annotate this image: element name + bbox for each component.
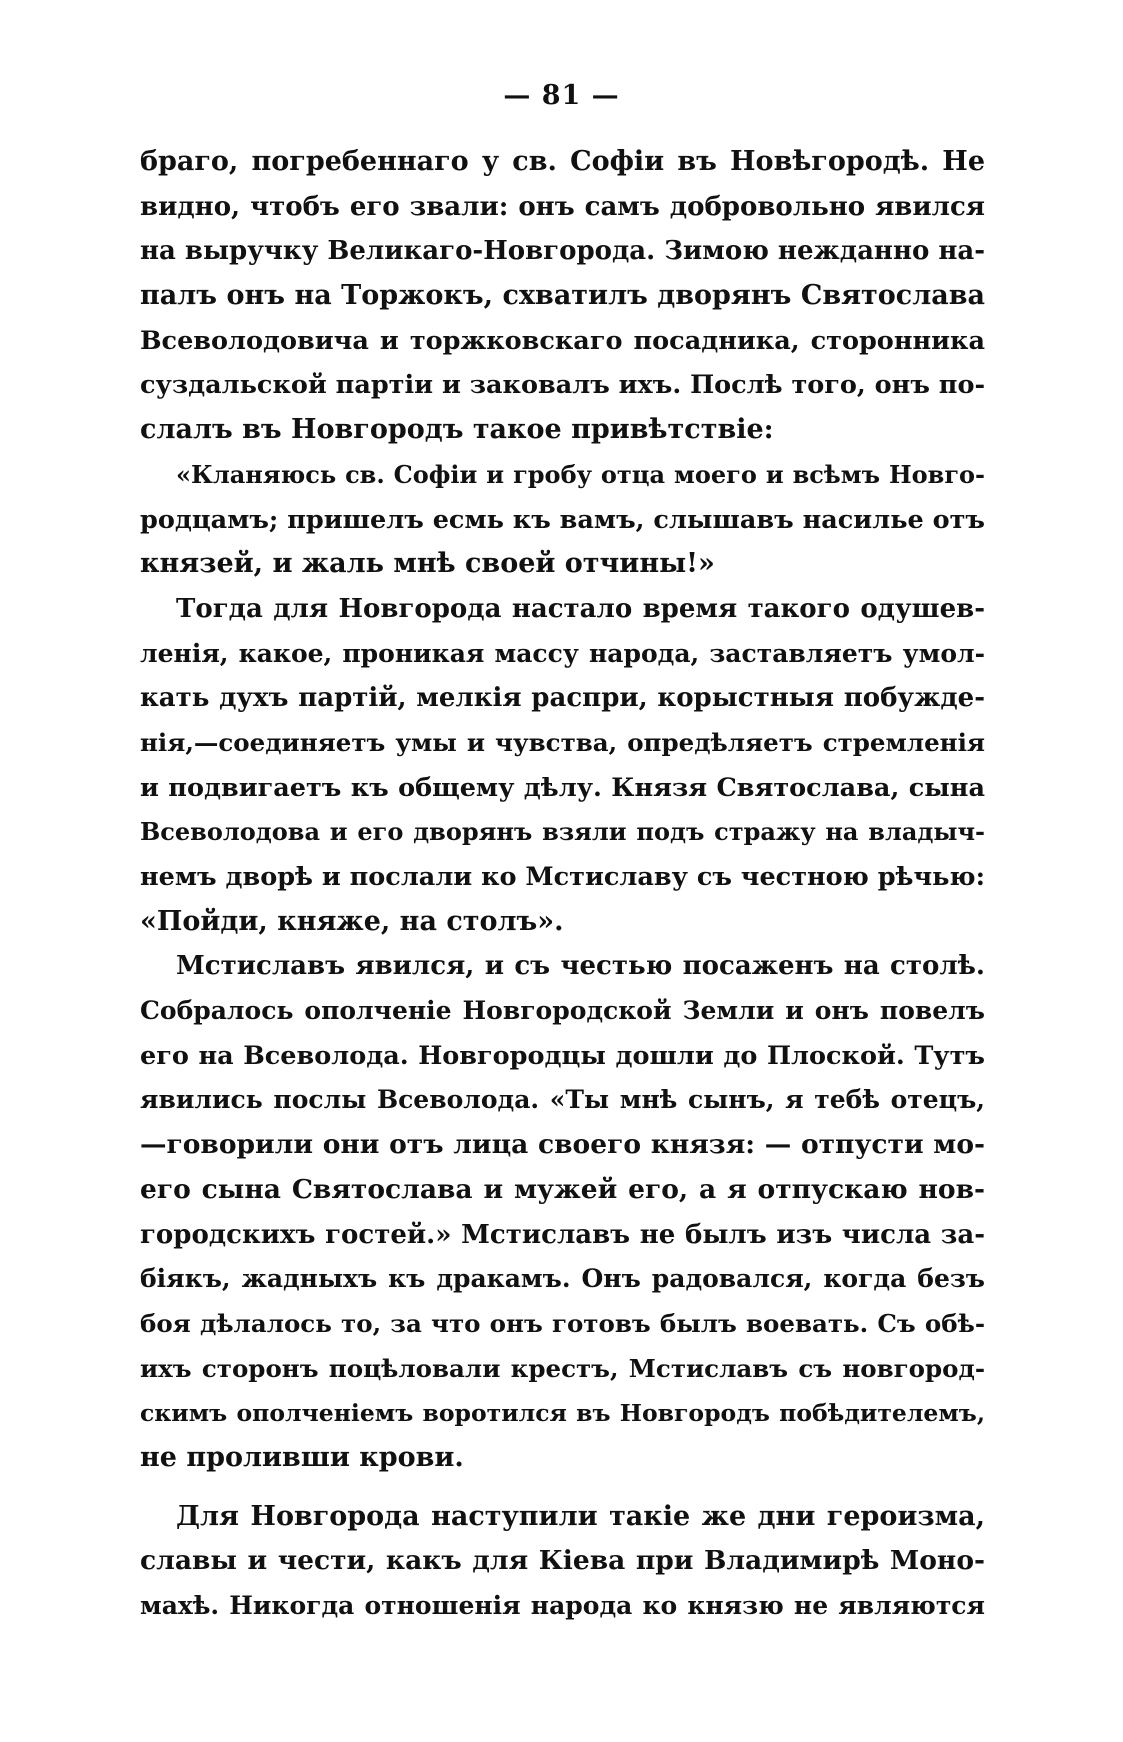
paragraph [140,140,985,453]
text-line: князей, и жаль мнѣ своей отчины!» [140,548,715,580]
text-line: ихъ сторонъ поцѣловали крестъ, Мстиславъ съ новгород- [140,1353,985,1383]
text-line: ленія, какое, проникая массу народа, заставляетъ умол- [140,638,985,668]
text-line: явились послы Всеволода. «Ты мнѣ сынъ, я тебѣ отецъ, [140,1085,985,1115]
text-line: немъ дворѣ и послали ко Мстиславу съ честною рѣчью: [140,862,985,892]
page-number: — 81 — [503,80,620,111]
text-line: Всеволодова и его дворянъ взяли подъ стражу на владыч- [140,817,985,847]
text-line: боя дѣлалось то, за что онъ готовъ былъ воевать. Съ обѣ- [140,1308,985,1338]
text-line: видно, чтобъ его звали: онъ самъ добровольно явился [140,191,985,222]
text-line: на выручку Великаго-Новгорода. Зимою нежданно на- [140,236,985,267]
text-line: скимъ ополченіемъ воротился въ Новгородъ побѣдителемъ, [140,1399,985,1428]
paragraph [140,587,985,945]
text-line: его сына Святослава и мужей его, а я отпускаю нов- [140,1173,985,1205]
text-line: біякъ, жадныхъ къ дракамъ. Онъ радовался, когда безъ [140,1264,985,1294]
paragraph-gap [140,1481,985,1495]
text-line: «Пойди, княже, на столъ». [140,905,564,937]
paragraph [140,1495,985,1629]
text-line: суздальской партіи и заковалъ ихъ. Послѣ того, онъ по- [140,370,985,401]
text-line: городскихъ гостей.» Мстиславъ не былъ изъ числа за- [140,1219,985,1250]
text-line: палъ онъ на Торжокъ, схватилъ дворянъ Святослава [140,280,985,312]
text-line: Всеволодовича и торжковскаго посадника, сторонника [140,325,985,356]
text-line: не проливши крови. [140,1441,464,1473]
paragraph [140,944,985,1480]
text-line: слалъ въ Новгородъ такое привѣтствіе: [140,414,774,446]
text-line: славы и чести, какъ для Кіева при Владимирѣ Моно- [140,1545,985,1577]
text-line: Для Новгорода наступили такіе же дни героизма, [176,1500,985,1532]
text-line: и подвигаетъ къ общему дѣлу. Князя Святослава, сына [140,772,985,803]
text-line: —говорили они отъ лица своего князя: — отпусти мо- [140,1129,985,1161]
paragraph [140,453,985,587]
text-line: его на Всеволода. Новгородцы дошли до Плоской. Тутъ [140,1040,985,1071]
text-line: кать духъ партій, мелкія распри, корыстныя побужде- [140,683,985,714]
body-text [140,140,985,1629]
text-line: Мстиславъ явился, и съ честью посаженъ на столѣ. [176,951,985,982]
text-line: махѣ. Никогда отношенія народа ко князю не являются [140,1591,985,1620]
text-line: браго, погребеннаго у св. Софіи въ Новѣгородѣ. Не [140,146,985,177]
text-line: Собралось ополченіе Новгородской Земли и онъ повелъ [140,996,985,1026]
text-line: Тогда для Новгорода настало время такого одушев- [176,593,985,624]
text-line: нія,—соединяетъ умы и чувства, опредѣляетъ стремленія [140,727,985,757]
text-line: «Кланяюсь св. Софіи и гробу отца моего и всѣмъ Новго- [176,459,985,489]
text-line: родцамъ; пришелъ есмь къ вамъ, слышавъ насилье отъ [140,504,985,535]
